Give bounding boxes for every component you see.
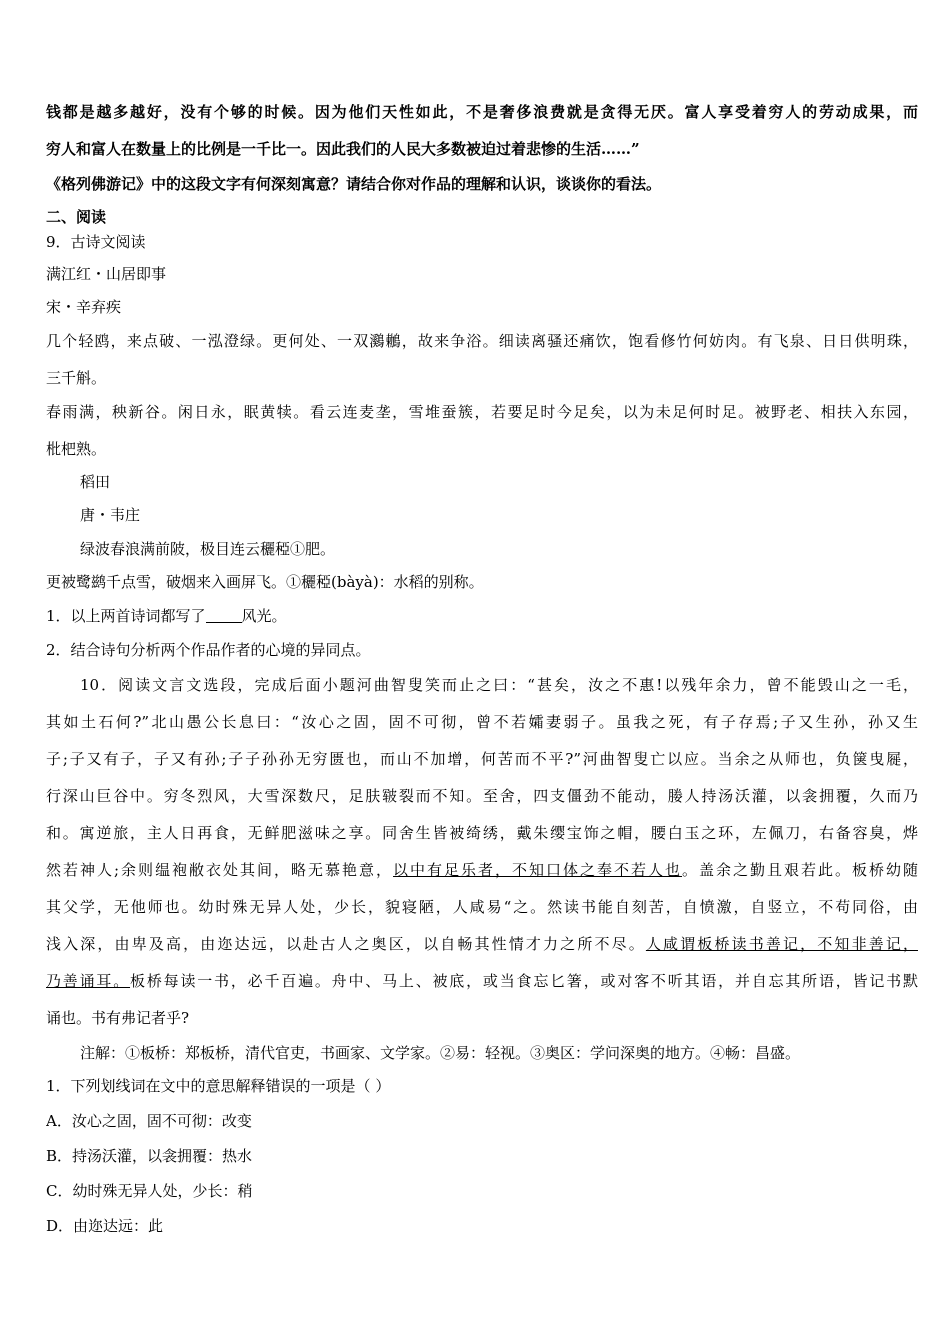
q10-line-6: [46, 860, 918, 880]
q10-line-8: [46, 934, 918, 954]
poem1-author: 宋・辛弃疾: [46, 298, 122, 316]
poem1-line-1: 几个轻鸥，来点破、一泓澄绿。更何处、一双鸂鶒，故来争浴。细读离骚还痛饮，饱看修竹何妨肉。有飞泉、日日供明珠，: [46, 332, 918, 350]
underlined-sentence-2a: 人咸谓板桥读书善记，不知非善记，: [645, 935, 918, 953]
q10-note: 注解：①板桥：郑板桥，清代官吏，书画家、文学家。②易：轻视。③奥区：学问深奥的地方。④畅：昌盛。: [80, 1044, 801, 1062]
q9-heading: 9．古诗文阅读: [46, 233, 146, 251]
q10-line-9-end: 板桥每读一书，必千百遍。舟中、马上、被底，或当食忘匕箸，或对客不听其语，并自忘其所语，皆记书默: [130, 972, 918, 990]
intro-question: 《格列佛游记》中的这段文字有何深刻寓意？请结合你对作品的理解和认识，谈谈你的看法。: [46, 175, 662, 193]
poem1-line-2: 三千斛。: [46, 369, 107, 387]
q10-line-9: [46, 971, 918, 991]
answer-blank[interactable]: [206, 608, 242, 623]
option-c[interactable]: C．幼时殊无异人处，少长：稍: [46, 1182, 253, 1200]
q10-line-10: 诵也。书有弗记者乎?: [46, 1009, 190, 1027]
option-a[interactable]: A．汝心之固，固不可彻：改变: [46, 1112, 252, 1130]
q10-line-8-start: 浅入深，由卑及高，由迩达远，以赴古人之奥区，以自畅其性情才力之所不尽。: [46, 935, 646, 953]
q9-sub-2: 2．结合诗句分析两个作品作者的心境的异同点。: [46, 641, 371, 659]
q10-line-7: 其父学，无他师也。幼时殊无异人处，少长，貌寝陋，人咸易“之。然读书能自刻苦，自愤激，自竖立，不苟同俗，由: [46, 898, 918, 916]
q10-line-6-end: 。盖余之勤且艰若此。板桥幼随: [682, 861, 918, 879]
q10-sub-1: 1．下列划线词在文中的意思解释错误的一项是（ ）: [46, 1077, 391, 1095]
option-d[interactable]: D．由迩达远：此: [46, 1217, 164, 1235]
section-2-title: 二、阅读: [46, 208, 107, 226]
q9-sub-1-suffix: 风光。: [241, 607, 287, 625]
q10-line-4: 行深山巨谷中。穷冬烈风，大雪深数尺，足肤皲裂而不知。至舍，四支僵劲不能动，媵人持汤沃灌，以衾拥覆，久而乃: [46, 787, 918, 805]
q10-line-5: 和。寓逆旅，主人日再食，无鲜肥滋味之享。同舍生皆被绮绣，戴朱缨宝饰之帽，腰白玉之环，左佩刀，右备容臭，烨: [46, 824, 918, 842]
intro-line-2: 穷人和富人在数量上的比例是一千比一。因此我们的人民大多数被迫过着悲惨的生活……”: [46, 140, 640, 158]
option-b[interactable]: B．持汤沃灌，以衾拥覆：热水: [46, 1147, 253, 1165]
poem1-line-4: 枇杷熟。: [46, 440, 107, 458]
poem2-title: 稻田: [80, 473, 111, 491]
underlined-sentence-1: 以中有足乐者，不知口体之奉不若人也: [393, 861, 683, 879]
underlined-sentence-2b: 乃善诵耳。: [46, 972, 131, 990]
poem2-author: 唐・韦庄: [80, 506, 141, 524]
q9-sub-1: [46, 606, 918, 626]
q10-line-1: 10．阅读文言文选段，完成后面小题河曲智叟笑而止之曰：“甚矣，汝之不惠!以残年余力，曾不能毁山之一毛，: [80, 676, 918, 694]
q9-sub-1-prefix: 1．以上两首诗词都写了: [46, 607, 206, 625]
poem2-line-1: 绿波春浪满前陂，极目连云穲稏①肥。: [80, 540, 336, 558]
q10-line-6-start: 然若神人;余则缊袍敝衣处其间，略无慕艳意，: [46, 861, 394, 879]
poem1-line-3: 春雨满，秧新谷。闲日永，眠黄犊。看云连麦垄，雪堆蚕簇，若要足时今足矣，以为未足何时足。被野老、相扶入东园，: [46, 403, 918, 421]
intro-line-1: 钱都是越多越好，没有个够的时候。因为他们天性如此，不是奢侈浪费就是贪得无厌。富人享受着穷人的劳动成果，而: [46, 103, 918, 121]
poem2-line-2: 更被鹭鹚千点雪，破烟来入画屏飞。①穲稏(bàyà)：水稻的别称。: [46, 573, 484, 591]
q10-line-3: 子;子又有子，子又有孙;子子孙孙无穷匮也，而山不加增，何苦而不平?”河曲智叟亡以应。当余之从师也，负箧曳屣，: [46, 750, 918, 768]
poem1-title: 满江红・山居即事: [46, 265, 167, 283]
q10-line-2: 其如土石何?”北山愚公长息曰：“汝心之固，固不可彻，曾不若孀妻弱子。虽我之死，有子存焉;子又生孙，孙又生: [46, 713, 918, 731]
